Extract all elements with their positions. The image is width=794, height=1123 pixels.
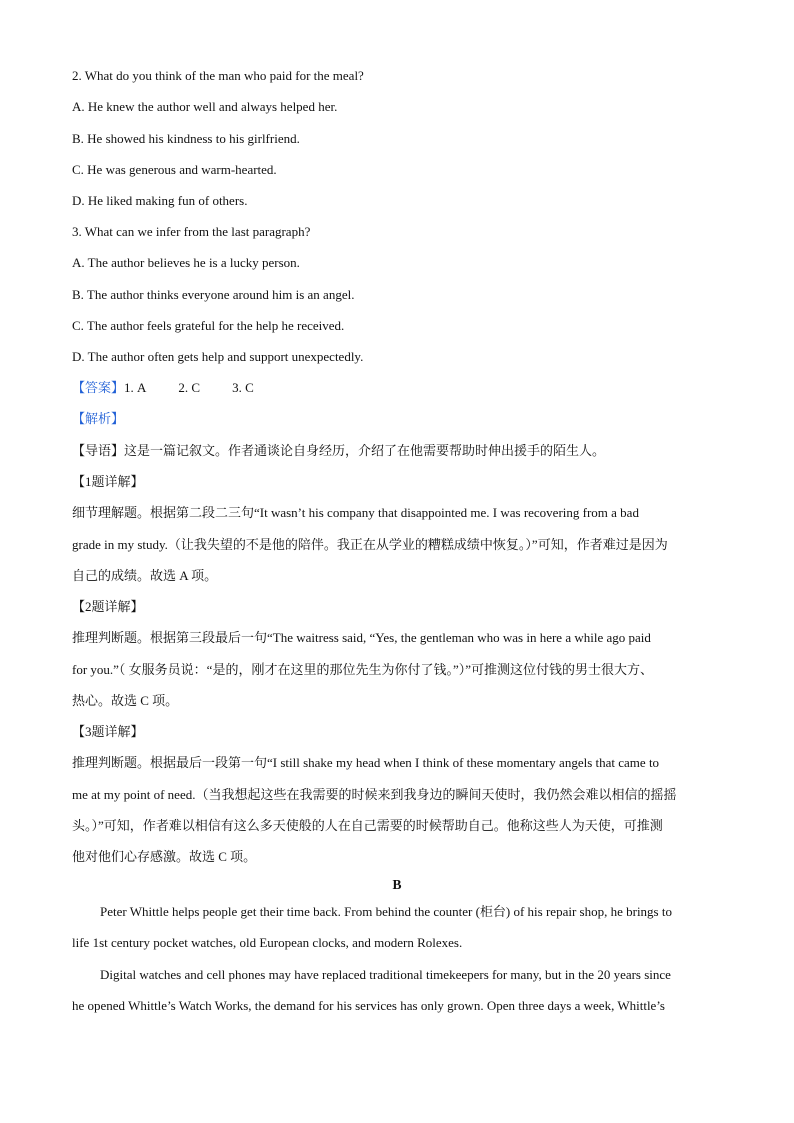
passage-line: Peter Whittle helps people get their time back. From behind the counter (柜台) of his repair shop, he brings to [100,904,672,919]
q3-detail-label: 【3题详解】 [72,724,144,739]
answer-label: 【答案】 [72,380,125,395]
guide-text: 这是一篇记叙文。作者通谈论自身经历，介绍了在他需要帮助时伸出援手的陌生人。 [124,443,606,458]
answer-item: 1. A [124,380,147,395]
q2-detail-label: 【2题详解】 [72,599,144,614]
guide-label: 【导语】 [72,443,125,458]
passage-line: life 1st century pocket watches, old European clocks, and modern Rolexes. [72,935,463,950]
q2-option-c: C. He was generous and warm-hearted. [72,162,277,177]
q2-detail-line: for you.”（ 女服务员说：“是的，刚才在这里的那位先生为你付了钱。”）”可推测这位付钱的男士很大方、 [72,662,653,677]
question-2-stem: 2. What do you think of the man who paid for the meal? [72,68,364,83]
question-3-stem: 3. What can we infer from the last paragraph? [72,224,311,239]
q1-detail-label: 【1题详解】 [72,474,144,489]
q3-option-c: C. The author feels grateful for the help he received. [72,318,345,333]
q1-detail-line: 自己的成绩。故选 A 项。 [72,568,218,583]
q1-detail-line: 细节理解题。根据第二段二三句“It wasn’t his company that disappointed me. I was recovering from a bad [72,505,639,520]
q2-detail-line: 热心。故选 C 项。 [72,693,179,708]
q3-option-d: D. The author often gets help and support unexpectedly. [72,349,364,364]
q2-option-d: D. He liked making fun of others. [72,193,248,208]
q3-detail-line: 头。）”可知，作者难以相信有这么多天使般的人在自己需要的时候帮助自己。他称这些人为天使，可推测 [72,818,663,833]
q2-option-a: A. He knew the author well and always helped her. [72,99,338,114]
passage-line: Digital watches and cell phones may have replaced traditional timekeepers for many, but in the 20 years since [100,967,671,982]
passage-line: he opened Whittle’s Watch Works, the demand for his services has only grown. Open three days a week, Whittle’s [72,998,665,1013]
guide-line [72,442,722,460]
q3-option-a: A. The author believes he is a lucky person. [72,255,300,270]
q3-detail-line: 推理判断题。根据最后一段第一句“I still shake my head when I think of these momentary angels that came to [72,755,660,770]
section-b-heading: B [392,877,402,892]
q3-detail-line: me at my point of need.（当我想起这些在我需要的时候来到我身边的瞬间天使时，我仍然会难以相信的摇摇 [72,787,677,802]
q3-option-b: B. The author thinks everyone around him is an angel. [72,287,355,302]
answer-item: 2. C [178,380,201,395]
answer-line [72,379,722,397]
q2-detail-line: 推理判断题。根据第三段最后一句“The waitress said, “Yes, the gentleman who was in here a while ago paid [72,630,651,645]
answer-item: 3. C [232,380,254,395]
q1-detail-line: grade in my study.（让我失望的不是他的陪伴。我正在从学业的糟糕成绩中恢复。）”可知，作者难过是因为 [72,537,668,552]
analysis-label: 【解析】 [72,411,125,426]
q2-option-b: B. He showed his kindness to his girlfriend. [72,131,300,146]
q3-detail-line: 他对他们心存感激。故选 C 项。 [72,849,257,864]
